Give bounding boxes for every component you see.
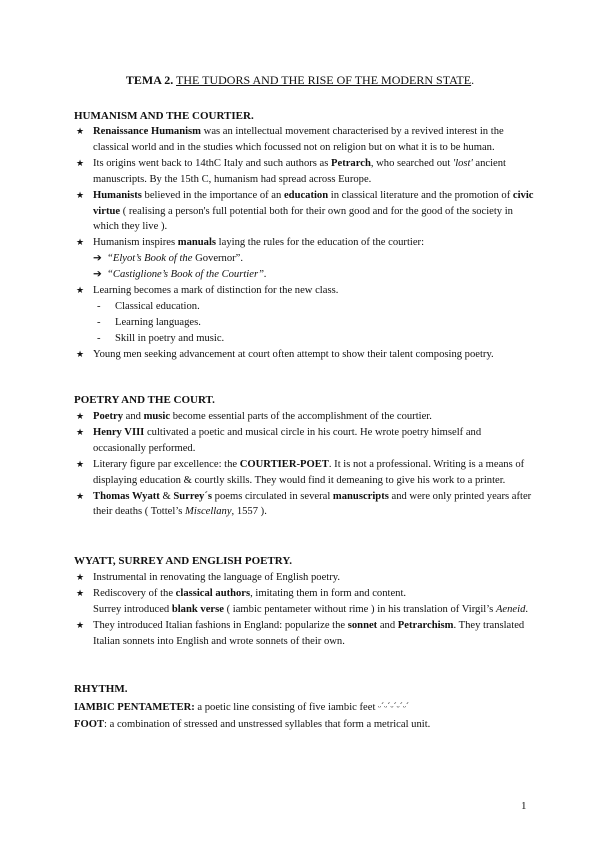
list-item: ★ Humanists believed in the importance of an education in classical literature and the promotion of civic virtue ( realising a person's full potential both for their own good and for the good of the society in which they live ). (76, 189, 534, 233)
list-item: ★ Learning becomes a mark of distinction for the new class. - Classical education. - Learning languages. - Skill in poetry and music. (74, 283, 534, 347)
list-item: ➔ “Castiglione’s Book of the Courtier”. (93, 267, 534, 283)
humanism-list (74, 124, 534, 363)
arrow-icon: ➔ (93, 269, 102, 281)
list-item: ★ Instrumental in renovating the language of English poetry. (74, 570, 534, 586)
list-item: - Learning languages. (93, 315, 534, 331)
section-heading-rhythm: RHYTHM. (74, 683, 128, 695)
list-item: ★ Henry VIII cultivated a poetic and musical circle in his court. He wrote poetry himself and occasionally performed. (76, 426, 482, 454)
star-bullet-icon: ★ (76, 285, 85, 296)
list-item: ★ Literary figure par excellence: the COURTIER-POET. It is not a professional. Writing is a means of displaying education & courtly skills. They would find it demeaning to give his work to a printer. (76, 458, 525, 486)
section-heading-poetry: POETRY AND THE COURT. (74, 394, 215, 406)
star-bullet-icon: ★ (76, 126, 85, 136)
list-item: ★ Thomas Wyatt & Surrey´s poems circulated in several manuscripts and were only printed years after their deaths ( Tottel’s Miscellany, 1557 ). (76, 490, 532, 518)
list-item: - Skill in poetry and music. (93, 331, 534, 347)
star-bullet-icon: ★ (76, 458, 85, 469)
definition-foot: FOOT: a combination of stressed and unstressed syllables that form a metrical unit. (74, 719, 431, 730)
poetry-list (74, 409, 534, 520)
dash-icon: - (97, 316, 101, 328)
document-title (0, 73, 600, 88)
wyatt-list (74, 570, 534, 650)
star-bullet-icon: ★ (76, 587, 85, 598)
list-item: ★ Humanism inspires manuals laying the rules for the education of the courtier: ➔ “Elyot’s Book of the Governor”. ➔ “Castiglione’s Book of the Courtier”. (74, 235, 534, 283)
star-bullet-icon: ★ (76, 348, 85, 359)
definition-iambic-pentameter: IAMBIC PENTAMETER: a poetic line consisting of five iambic feet ᵕ´ᵕ´ᵕ´ᵕ´ᵕ´ (74, 702, 410, 713)
star-bullet-icon: ★ (76, 157, 85, 168)
list-item: - Classical education. (93, 299, 534, 315)
dash-icon: - (97, 332, 101, 344)
star-bullet-icon: ★ (76, 189, 85, 200)
section-heading-humanism: HUMANISM AND THE COURTIER. (74, 110, 254, 122)
page-number: 1 (521, 800, 527, 812)
star-bullet-icon: ★ (76, 237, 85, 248)
arrow-icon: ➔ (93, 253, 102, 265)
list-item: ★ Poetry and music become essential parts of the accomplishment of the courtier. (74, 409, 534, 425)
manuals-list (93, 251, 534, 283)
list-item: ➔ “Elyot’s Book of the Governor”. (93, 251, 534, 267)
title-suffix: . (471, 73, 475, 87)
star-bullet-icon: ★ (76, 619, 85, 630)
star-bullet-icon: ★ (76, 426, 85, 437)
list-item: ★ They introduced Italian fashions in England: popularize the sonnet and Petrarchism. They translated Italian sonnets into English and wrote sonnets of their own. (76, 619, 525, 647)
section-heading-wyatt: WYATT, SURREY AND ENGLISH POETRY. (74, 555, 293, 567)
list-item: ★ Young men seeking advancement at court often attempt to show their talent composing poetry. (74, 347, 534, 363)
star-bullet-icon: ★ (76, 490, 85, 501)
star-bullet-icon: ★ (76, 411, 85, 421)
rhythm-definitions (74, 699, 544, 733)
list-item: ★ Rediscovery of the classical authors, imitating them in form and content. Surrey introduced blank verse ( iambic pentameter without rime ) in his translation of Virgil’s Aeneid. (76, 587, 529, 615)
list-item: ★ Its origins went back to 14thC Italy and such authors as Petrarch, who searched out 'lost' ancient manuscripts. By the 15th C, humanism had spread across Europe. (76, 157, 507, 185)
learning-list (93, 299, 534, 347)
list-item: ★ Renaissance Humanism was an intellectual movement characterised by a revived interest in the classical world and in the studies which focussed not on religion but on what it is to be human. (76, 126, 504, 153)
dash-icon: - (97, 300, 101, 312)
title-main: THE TUDORS AND THE RISE OF THE MODERN STATE (176, 73, 472, 87)
title-prefix: TEMA 2. (125, 73, 174, 87)
meter-symbols: ᵕ´ᵕ´ᵕ´ᵕ´ᵕ´ (378, 702, 410, 713)
star-bullet-icon: ★ (76, 572, 85, 582)
